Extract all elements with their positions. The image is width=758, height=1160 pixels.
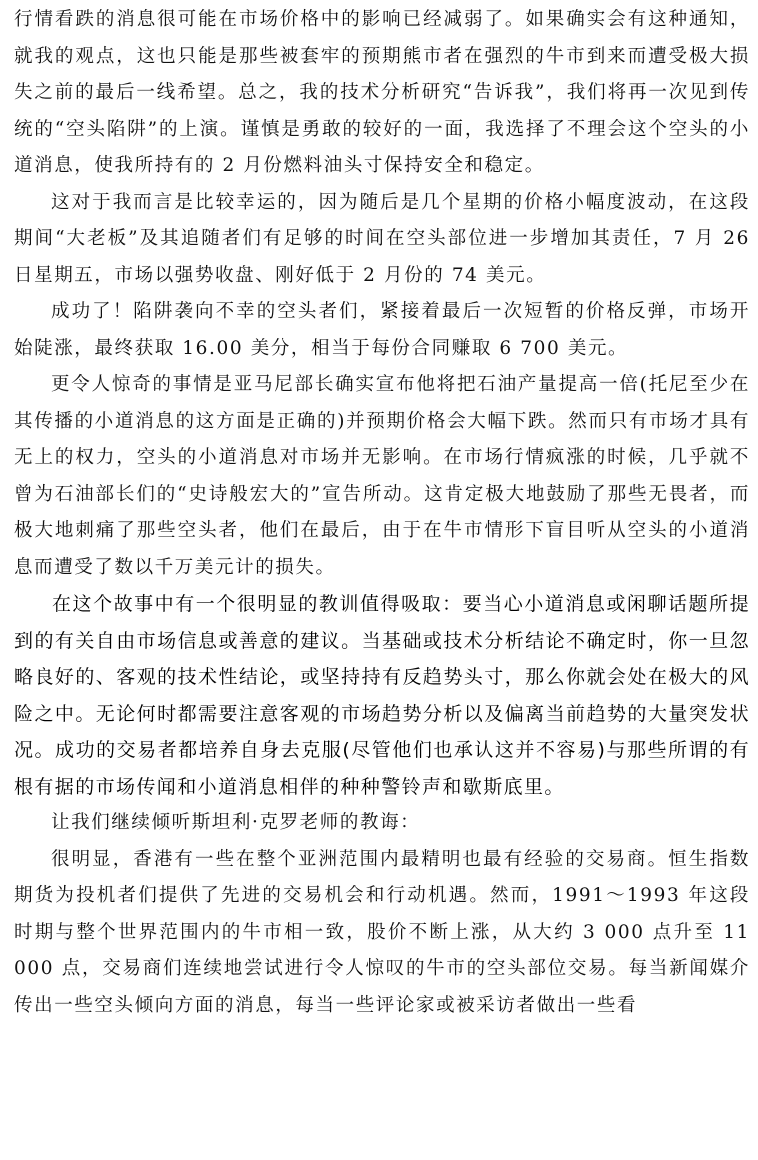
paragraph-hong-kong: 很明显，香港有一些在整个亚洲范围内最精明也最有经验的交易商。恒生指数期货为投机者们提供了先进的交易机会和行动机遇。然而，1991～1993 年这段时期与整个世界范围内的牛市相一致，股价不断上涨，从大约 3 000 点升至 11 000 点，交易商们连续地尝试进行令人惊叹的牛市的空头部位交易。每当新闻媒介传出一些空头倾向方面的消息，每当一些评论家或被采访者做出一些看 (14, 848, 750, 1016)
paragraph-surprise: 更令人惊奇的事情是亚马尼部长确实宣布他将把石油产量提高一倍(托尼至少在其传播的小道消息的这方面是正确的)并预期价格会大幅下跌。然而只有市场才具有无上的权力，空头的小道消息对市场并无影响。在市场行情疯涨的时候，几乎就不曾为石油部长们的“史诗般宏大的”宣告所动。这肯定极大地鼓励了那些无畏者，而极大地刺痛了那些空头者，他们在最后，由于在牛市情形下盲目听从空头的小道消息而遭受了数以千万美元计的损失。 (14, 374, 750, 578)
paragraph-fortunate: 这对于我而言是比较幸运的，因为随后是几个星期的价格小幅度波动，在这段期间“大老板”及其追随者们有足够的时间在空头部位进一步增加其责任，7 月 26 日星期五，市场以强势收盘、刚好低于 2 月份的 74 美元。 (14, 191, 750, 286)
paragraph-lesson: 在这个故事中有一个很明显的教训值得吸取：要当心小道消息或闲聊话题所提到的有关自由市场信息或善意的建议。当基础或技术分析结论不确定时，你一旦忽略良好的、客观的技术性结论，或坚持持有反趋势头寸，那么你就会处在极大的风险之中。无论何时都需要注意客观的市场趋势分析以及偏离当前趋势的大量突发状况。成功的交易者都培养自身去克服(尽管他们也承认这并不容易)与那些所谓的有根有据的市场传闻和小道消息相伴的种种警铃声和歇斯底里。 (14, 593, 750, 798)
paragraph-continued: 行情看跌的消息很可能在市场价格中的影响已经减弱了。如果确实会有这种通知，就我的观点，这也只能是那些被套牢的预期熊市者在强烈的牛市到来而遭受极大损失之前的最后一线希望。总之，我的技术分析研究“告诉我”，我们将再一次见到传统的“空头陷阱”的上演。谨慎是勇敢的较好的一面，我选择了不理会这个空头的小道消息，使我所持有的 2 月份燃料油头寸保持安全和稳定。 (14, 9, 750, 176)
paragraph-transition: 让我们继续倾听斯坦利·克罗老师的教诲： (51, 812, 421, 833)
paragraph-success: 成功了！陷阱袭向不幸的空头者们，紧接着最后一次短暂的价格反弹，市场开始陡涨，最终获取 16.00 美分，相当于每份合同赚取 6 700 美元。 (14, 301, 750, 359)
